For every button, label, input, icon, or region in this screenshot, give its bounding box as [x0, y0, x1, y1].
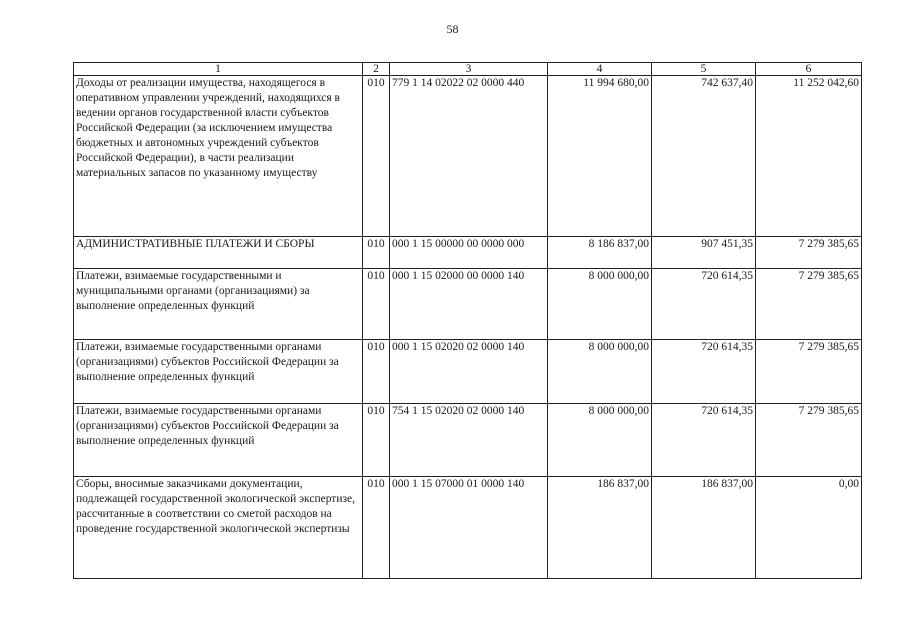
approved-amount: 8 186 837,00	[548, 237, 652, 269]
column-header-3: 3	[390, 63, 548, 76]
revenue-name: Платежи, взимаемые государственными органами (организациями) субъектов Российской Федерации за выполнение определенных функций	[74, 340, 363, 404]
table-row	[74, 404, 862, 477]
approved-amount: 8 000 000,00	[548, 340, 652, 404]
budget-classification-code: 000 1 15 02020 02 0000 140	[390, 340, 548, 404]
remaining-amount: 7 279 385,65	[756, 237, 862, 269]
line-code: 010	[363, 477, 390, 579]
executed-amount: 720 614,35	[652, 404, 756, 477]
remaining-amount: 7 279 385,65	[756, 404, 862, 477]
line-code: 010	[363, 269, 390, 340]
line-code: 010	[363, 404, 390, 477]
table-row	[74, 237, 862, 269]
budget-classification-code: 779 1 14 02022 02 0000 440	[390, 76, 548, 237]
column-header-6: 6	[756, 63, 862, 76]
approved-amount: 186 837,00	[548, 477, 652, 579]
budget-classification-code: 754 1 15 02020 02 0000 140	[390, 404, 548, 477]
executed-amount: 742 637,40	[652, 76, 756, 237]
revenue-name: Платежи, взимаемые государственными и муниципальными органами (организациями) за выполнение определенных функций	[74, 269, 363, 340]
column-header-5: 5	[652, 63, 756, 76]
budget-classification-code: 000 1 15 00000 00 0000 000	[390, 237, 548, 269]
executed-amount: 720 614,35	[652, 269, 756, 340]
budget-classification-code: 000 1 15 07000 01 0000 140	[390, 477, 548, 579]
remaining-amount: 7 279 385,65	[756, 269, 862, 340]
column-header-4: 4	[548, 63, 652, 76]
remaining-amount: 7 279 385,65	[756, 340, 862, 404]
table-row	[74, 76, 862, 237]
line-code: 010	[363, 76, 390, 237]
approved-amount: 8 000 000,00	[548, 269, 652, 340]
column-header-1: 1	[74, 63, 363, 76]
header-row	[74, 63, 862, 76]
revenue-name: Сборы, вносимые заказчиками документации, подлежащей государственной экологической экспертизе, рассчитанные в соответствии со сметой расходов на проведение государственной экологической экспертизы	[74, 477, 363, 579]
table-row	[74, 340, 862, 404]
page-number: 58	[446, 22, 459, 36]
revenue-name: Платежи, взимаемые государственными органами (организациями) субъектов Российской Федерации за выполнение определенных функций	[74, 404, 363, 477]
executed-amount: 907 451,35	[652, 237, 756, 269]
line-code: 010	[363, 340, 390, 404]
table-row	[74, 477, 862, 579]
remaining-amount: 11 252 042,60	[756, 76, 862, 237]
line-code: 010	[363, 237, 390, 269]
approved-amount: 11 994 680,00	[548, 76, 652, 237]
table-row	[74, 269, 862, 340]
column-header-2: 2	[363, 63, 390, 76]
revenue-name: Доходы от реализации имущества, находящегося в оперативном управлении учреждений, находящихся в ведении органов государственной власти субъектов Российской Федерации (за исключением имущества бюджетных и автономных учреждений субъектов Российской Федерации), в части реализации материальных запасов по указанному имуществу	[74, 76, 363, 237]
revenue-name: АДМИНИСТРАТИВНЫЕ ПЛАТЕЖИ И СБОРЫ	[74, 237, 363, 269]
remaining-amount: 0,00	[756, 477, 862, 579]
approved-amount: 8 000 000,00	[548, 404, 652, 477]
budget-revenue-table	[73, 62, 862, 579]
executed-amount: 720 614,35	[652, 340, 756, 404]
budget-classification-code: 000 1 15 02000 00 0000 140	[390, 269, 548, 340]
executed-amount: 186 837,00	[652, 477, 756, 579]
